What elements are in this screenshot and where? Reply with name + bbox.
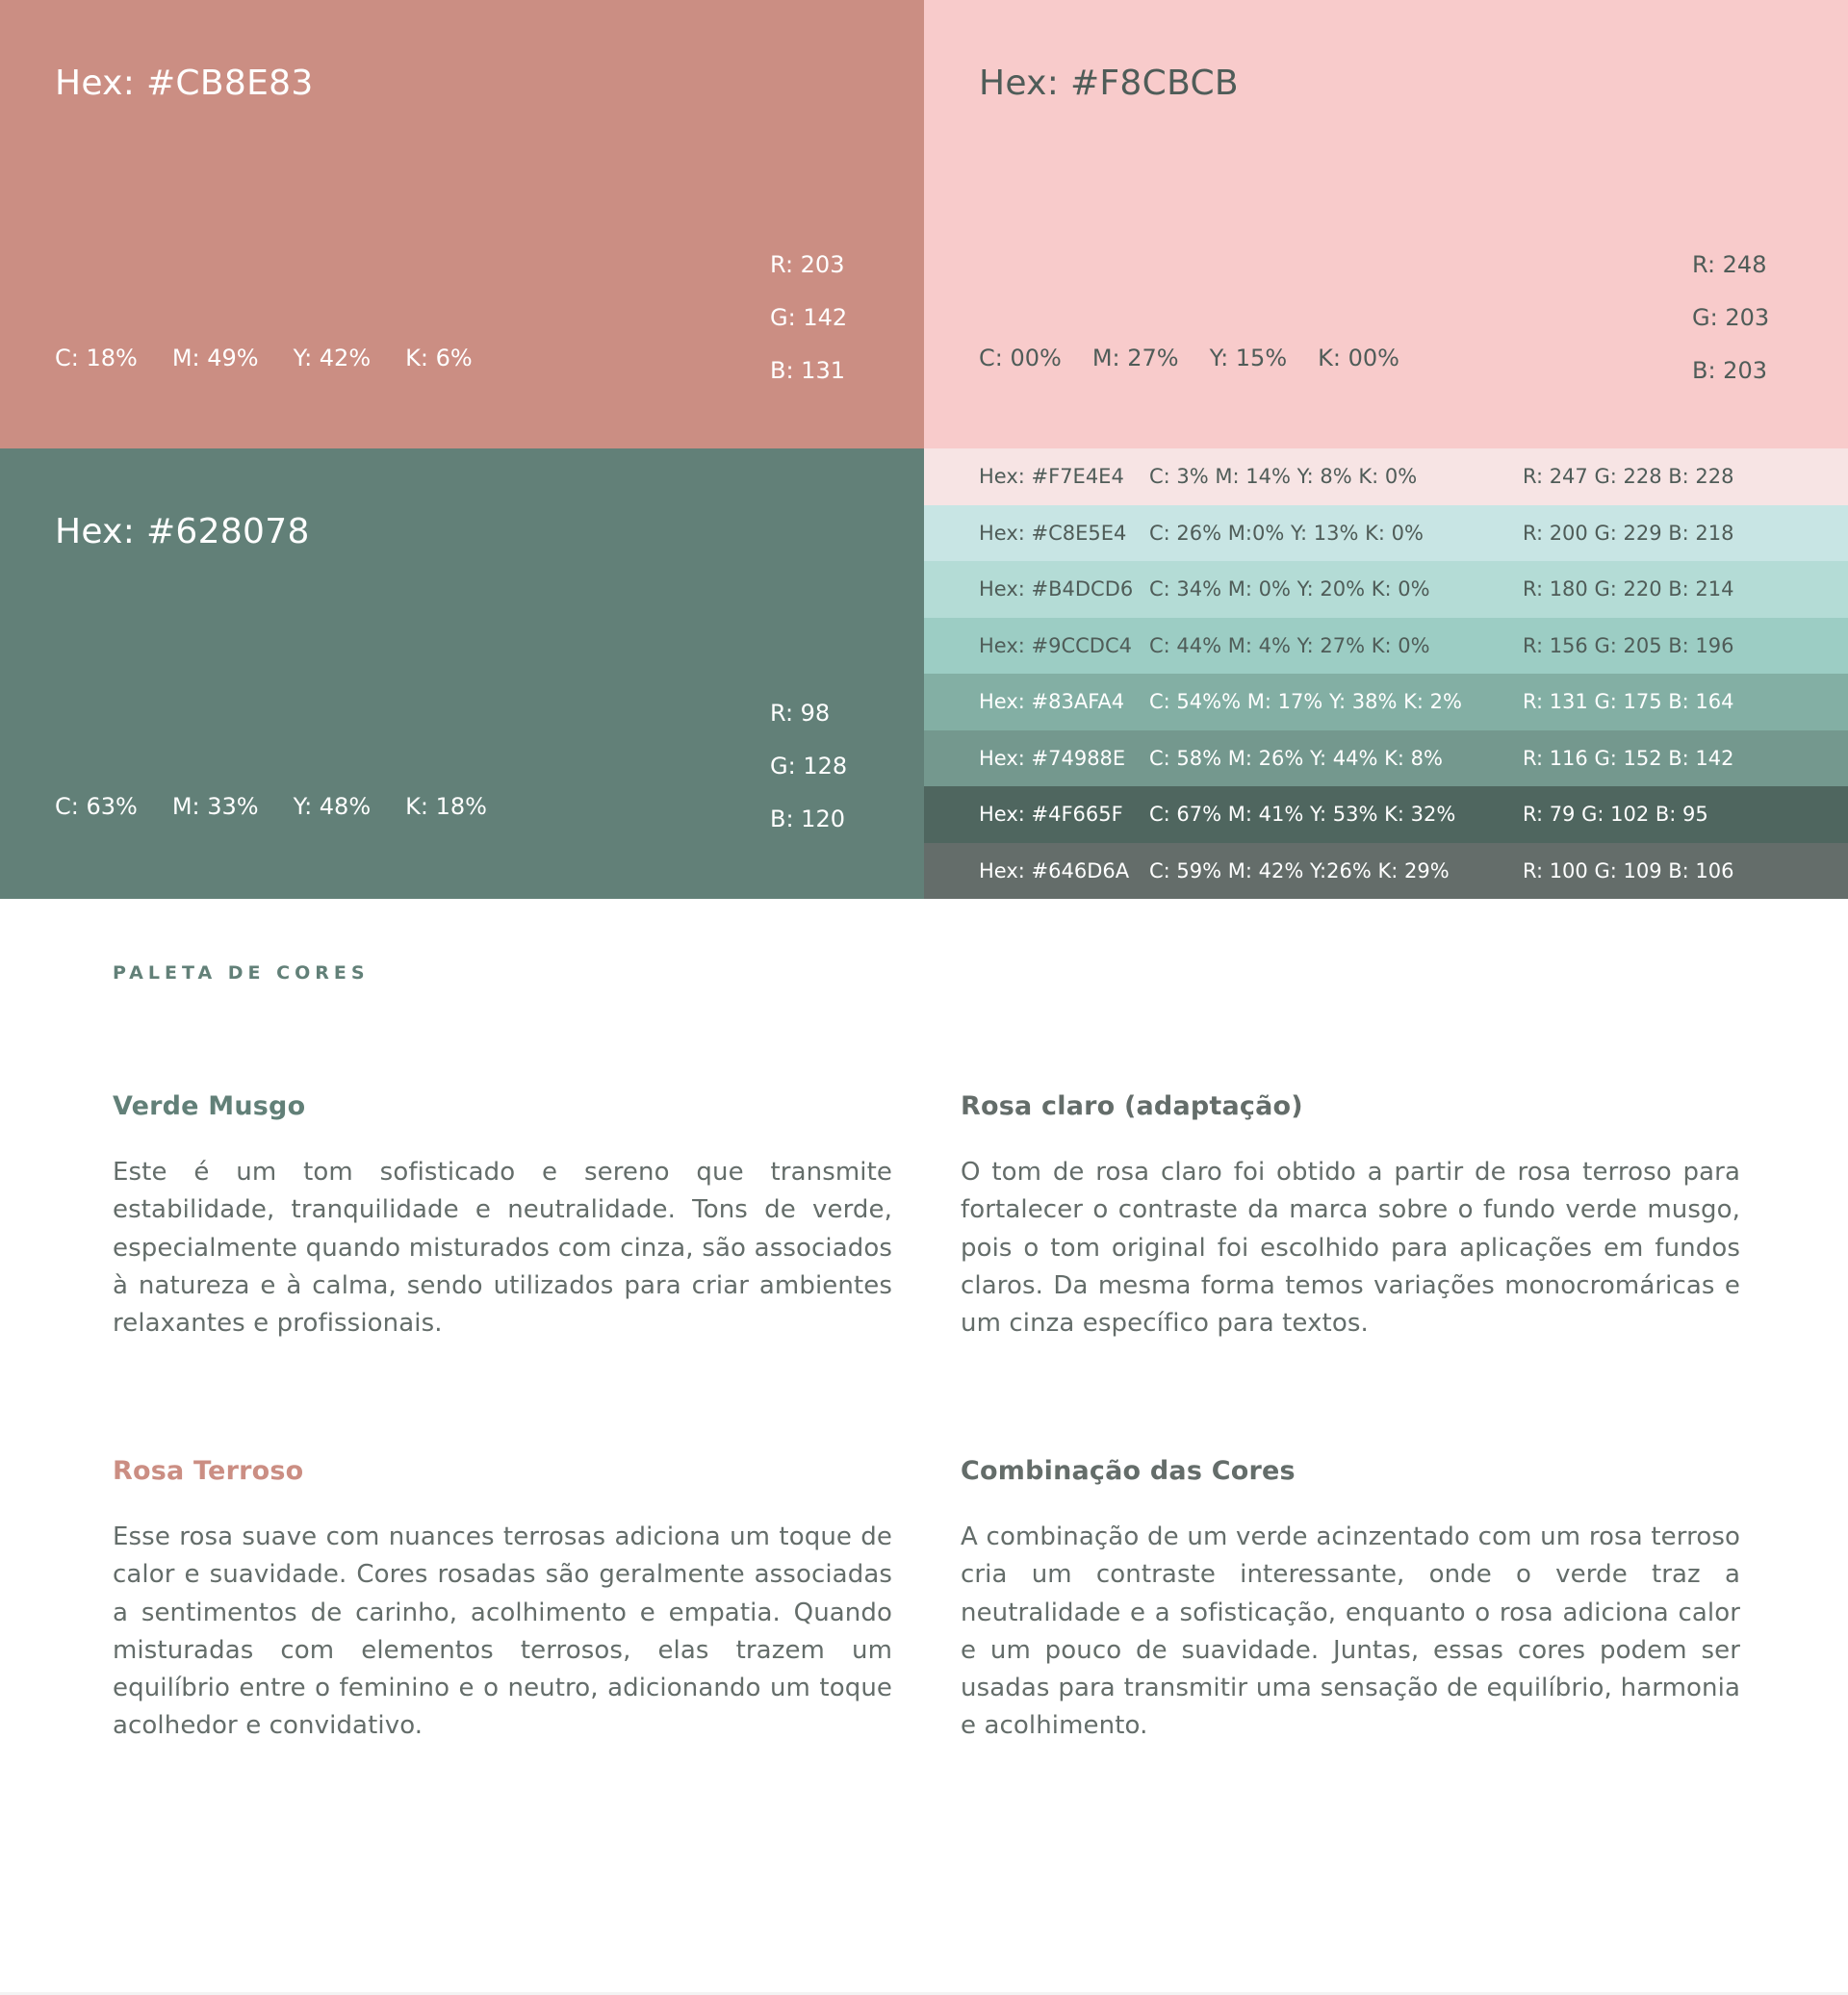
swatch-hex: Hex: #4F665F xyxy=(979,803,1123,827)
swatch-row xyxy=(924,786,1848,843)
cmyk-m: M: 49% xyxy=(171,345,259,371)
cmyk-y: Y: 15% xyxy=(1209,345,1288,371)
swatch-hex: Hex: #646D6A xyxy=(979,858,1130,882)
swatch-hex: Hex: #C8E5E4 xyxy=(979,521,1127,545)
swatch-rgb: R: 100 G: 109 B: 106 xyxy=(1523,858,1734,882)
swatch-cmyk: C: 44% M: 4% Y: 27% K: 0% xyxy=(1149,633,1430,657)
card-title: Rosa claro (adaptação) xyxy=(961,1091,1303,1121)
cmyk-m: M: 27% xyxy=(1091,345,1179,371)
cmyk-y: Y: 48% xyxy=(293,793,372,820)
swatch-cmyk: C: 67% M: 41% Y: 53% K: 32% xyxy=(1149,803,1456,827)
rgb-values xyxy=(770,239,847,397)
swatch-hex: Hex: #F7E4E4 xyxy=(979,465,1124,489)
swatch-cmyk: C: 26% M:0% Y: 13% K: 0% xyxy=(1149,521,1424,545)
card-body: Este é um tom sofisticado e sereno que transmite estabilidade, tranquilidade e neutralidade. Tons de verde, especialmente quando misturados com cinza, são associados à natureza e à calma, sendo utilizados para criar ambientes relaxantes e profissionais. xyxy=(113,1158,892,1339)
swatch-list xyxy=(924,448,1848,899)
swatch-cmyk: C: 54%% M: 17% Y: 38% K: 2% xyxy=(1149,690,1462,714)
card-title: Rosa Terroso xyxy=(113,1456,304,1486)
cmyk-c: C: 00% xyxy=(979,345,1062,371)
swatch-cmyk: C: 3% M: 14% Y: 8% K: 0% xyxy=(1149,465,1418,489)
rgb-values xyxy=(770,687,847,846)
hex-label: Hex: #CB8E83 xyxy=(55,64,314,103)
swatch-cmyk: C: 58% M: 26% Y: 44% K: 8% xyxy=(1149,746,1443,770)
cmyk-values xyxy=(979,345,1430,371)
card-body: O tom de rosa claro foi obtido a partir de rosa terroso para fortalecer o contraste da marca sobre o fundo verde musgo, pois o tom original foi escolhido para aplicações em fundos claros. Da mesma forma temos variações monocromáricas e um cinza específico para textos. xyxy=(961,1158,1740,1339)
card-verde-musgo xyxy=(113,1091,892,1343)
cmyk-values xyxy=(55,345,507,371)
swatch-rgb: R: 116 G: 152 B: 142 xyxy=(1523,746,1734,770)
rgb-b: B: 203 xyxy=(1692,357,1767,384)
swatch-row xyxy=(924,561,1848,618)
swatch-hex: Hex: #9CCDC4 xyxy=(979,633,1132,657)
cmyk-y: Y: 42% xyxy=(293,345,372,371)
swatch-cmyk: C: 34% M: 0% Y: 20% K: 0% xyxy=(1149,577,1430,601)
swatch-rgb: R: 180 G: 220 B: 214 xyxy=(1523,577,1734,601)
rgb-b: B: 131 xyxy=(770,357,845,384)
swatch-row xyxy=(924,505,1848,562)
cmyk-m: M: 33% xyxy=(171,793,259,820)
card-combinacao xyxy=(961,1456,1740,1746)
rgb-g: G: 128 xyxy=(770,753,848,780)
card-rosa-claro xyxy=(961,1091,1740,1343)
section-label: PALETA DE CORES xyxy=(113,962,370,984)
color-block-rosa-terroso xyxy=(0,0,924,448)
swatch-rgb: R: 131 G: 175 B: 164 xyxy=(1523,690,1734,714)
swatch-hex: Hex: #83AFA4 xyxy=(979,690,1125,714)
swatch-rgb: R: 247 G: 228 B: 228 xyxy=(1523,465,1734,489)
rgb-g: G: 142 xyxy=(770,304,848,331)
cmyk-c: C: 18% xyxy=(55,345,138,371)
card-title: Combinação das Cores xyxy=(961,1456,1296,1486)
swatch-row xyxy=(924,618,1848,675)
color-block-rosa-claro xyxy=(924,0,1848,448)
hex-label: Hex: #628078 xyxy=(55,512,310,551)
swatch-hex: Hex: #74988E xyxy=(979,746,1126,770)
cmyk-values xyxy=(55,793,522,820)
swatch-rgb: R: 79 G: 102 B: 95 xyxy=(1523,803,1708,827)
rgb-b: B: 120 xyxy=(770,806,845,832)
hex-label: Hex: #F8CBCB xyxy=(979,64,1239,103)
cmyk-c: C: 63% xyxy=(55,793,138,820)
swatch-row xyxy=(924,843,1848,900)
swatch-rgb: R: 156 G: 205 B: 196 xyxy=(1523,633,1734,657)
card-rosa-terroso xyxy=(113,1456,892,1746)
cmyk-k: K: 00% xyxy=(1318,345,1399,371)
cmyk-k: K: 18% xyxy=(405,793,487,820)
cmyk-k: K: 6% xyxy=(405,345,473,371)
card-body: A combinação de um verde acinzentado com um rosa terroso cria um contraste interessante, onde o verde traz a neutralidade e a sofisticação, enquanto o rosa adiciona calor e um pouco de suavidade. Juntas, essas cores podem ser usadas para transmitir uma sensação de equilíbrio, harmonia e acolhimento. xyxy=(961,1522,1740,1741)
swatch-hex: Hex: #B4DCD6 xyxy=(979,577,1134,601)
rgb-r: R: 98 xyxy=(770,700,831,727)
swatch-rgb: R: 200 G: 229 B: 218 xyxy=(1523,521,1734,545)
rgb-values xyxy=(1692,239,1769,397)
swatch-cmyk: C: 59% M: 42% Y:26% K: 29% xyxy=(1149,858,1450,882)
color-block-verde-musgo xyxy=(0,448,924,899)
card-body: Esse rosa suave com nuances terrosas adiciona um toque de calor e suavidade. Cores rosadas são geralmente associadas a sentimentos de carinho, acolhimento e empatia. Quando misturadas com elementos terrosos, elas trazem um equilíbrio entre o feminino e o neutro, adicionando um toque acolhedor e convidativo. xyxy=(113,1522,892,1741)
card-title: Verde Musgo xyxy=(113,1091,306,1121)
rgb-g: G: 203 xyxy=(1692,304,1770,331)
swatch-row xyxy=(924,730,1848,787)
rgb-r: R: 248 xyxy=(1692,251,1767,278)
swatch-row xyxy=(924,674,1848,730)
swatch-row xyxy=(924,448,1848,505)
rgb-r: R: 203 xyxy=(770,251,845,278)
